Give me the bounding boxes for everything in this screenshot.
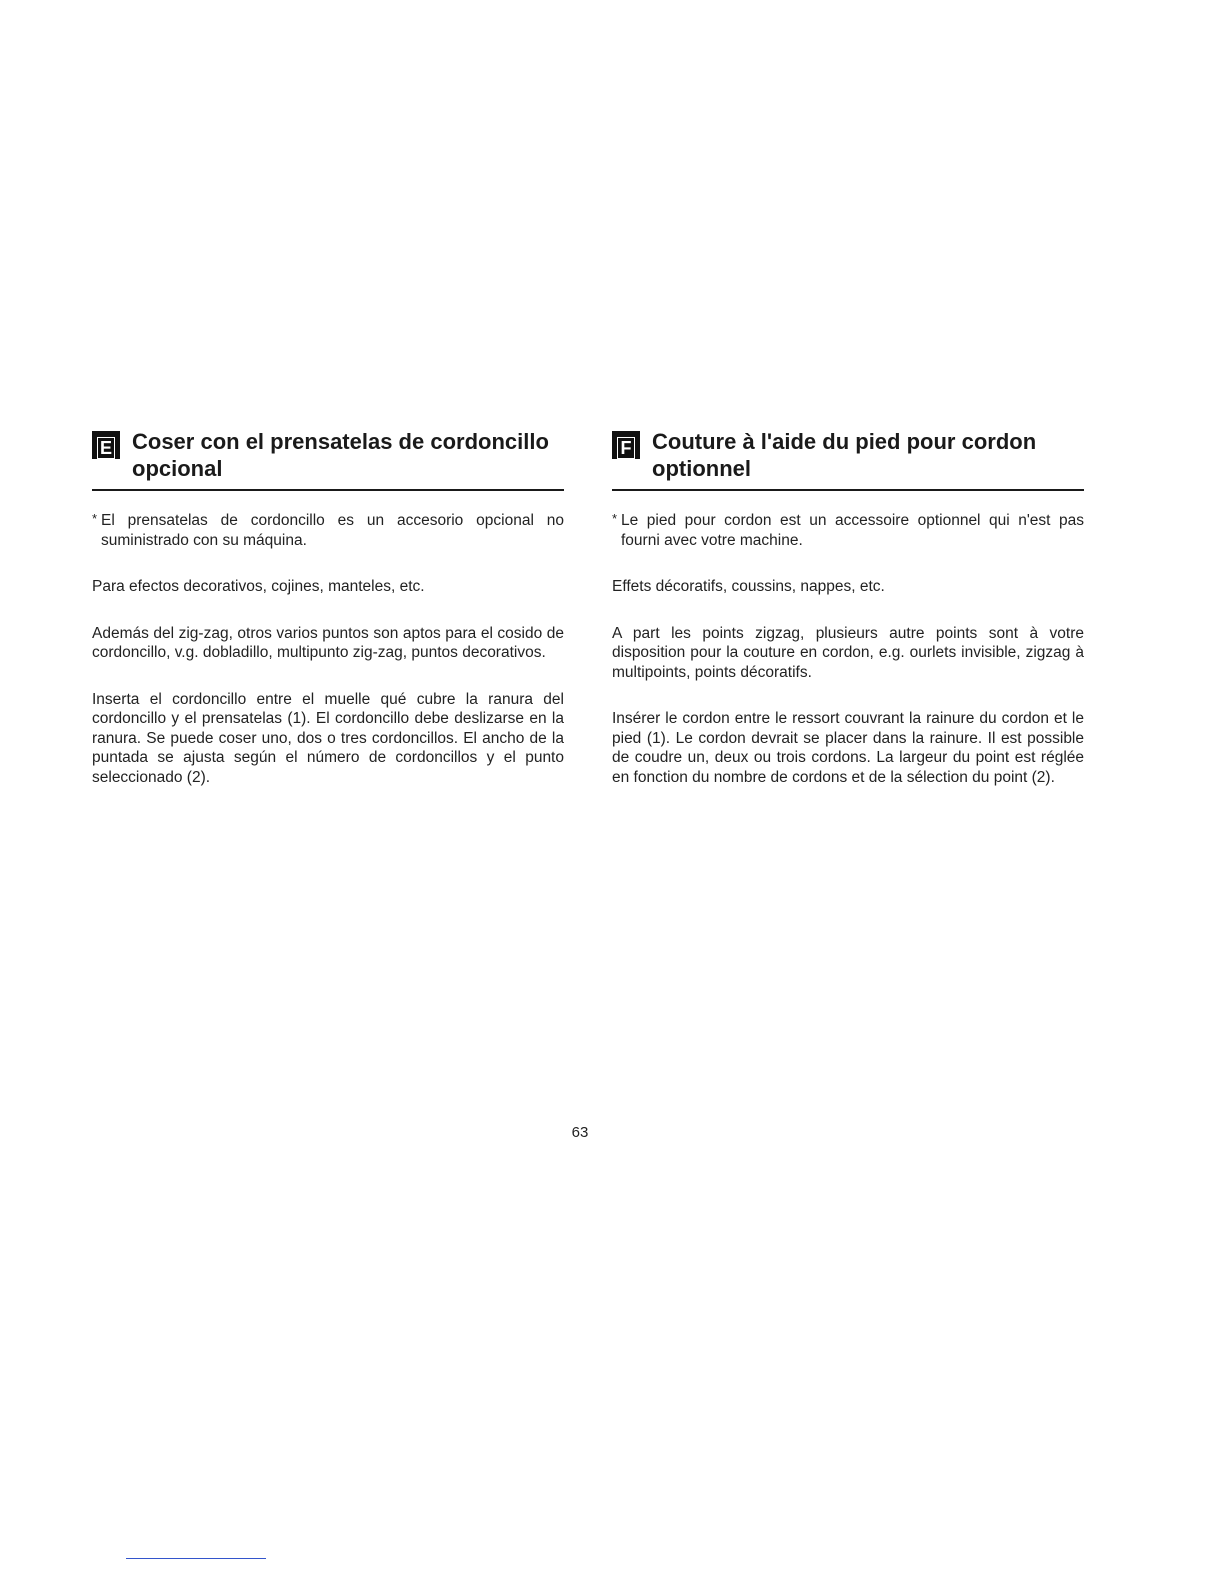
note-asterisk: *: [612, 511, 618, 526]
spanish-section: [92, 428, 564, 787]
french-note-text: Le pied pour cordon est un accessoire optionnel qui n'est pas fourni avec votre machine.: [621, 512, 1084, 549]
language-badge-e: E: [92, 431, 120, 459]
spanish-note-text: El prensatelas de cordoncillo es un accesorio opcional no suministrado con su máquina.: [101, 512, 564, 549]
spanish-heading: [92, 428, 564, 491]
spanish-note: [92, 511, 564, 550]
french-note: [612, 511, 1084, 550]
footer-divider: [126, 1558, 266, 1559]
spanish-paragraph-2: Además del zig-zag, otros varios puntos son aptos para el cosido de cordoncillo, v.g. dobladillo, multipunto zig-zag, puntos decorativos.: [92, 624, 564, 661]
language-badge-f: F: [612, 431, 640, 459]
spanish-title: Coser con el prensatelas de cordoncillo opcional: [132, 429, 549, 481]
french-heading: [612, 428, 1084, 491]
french-paragraph-2: A part les points zigzag, plusieurs autre points sont à votre disposition pour la couture en cordon, e.g. ourlets invisible, zigzag à multipoints, points décoratifs.: [612, 624, 1084, 681]
french-section: [612, 428, 1084, 787]
french-title: Couture à l'aide du pied pour cordon optionnel: [652, 429, 1037, 481]
note-asterisk: *: [92, 511, 98, 526]
spanish-paragraph-1: Para efectos decorativos, cojines, manteles, etc.: [92, 578, 425, 595]
page-number: 63: [571, 1124, 589, 1141]
spanish-paragraph-3: Inserta el cordoncillo entre el muelle qué cubre la ranura del cordoncillo y el prensatelas (1). El cordoncillo debe deslizarse en la ranura. Se puede coser uno, dos o tres cordoncillos. El ancho de la puntada se ajusta según el número de cordoncillos y el punto seleccionado (2).: [92, 690, 564, 786]
french-paragraph-3: Insérer le cordon entre le ressort couvrant la rainure du cordon et le pied (1). Le cordon devrait se placer dans la rainure. Il est possible de coudre un, deux ou trois cordons. La largeur du point est réglée en fonction du nombre de cordons et de la sélection du point (2).: [612, 710, 1084, 786]
french-paragraph-1: Effets décoratifs, coussins, nappes, etc.: [612, 578, 885, 595]
